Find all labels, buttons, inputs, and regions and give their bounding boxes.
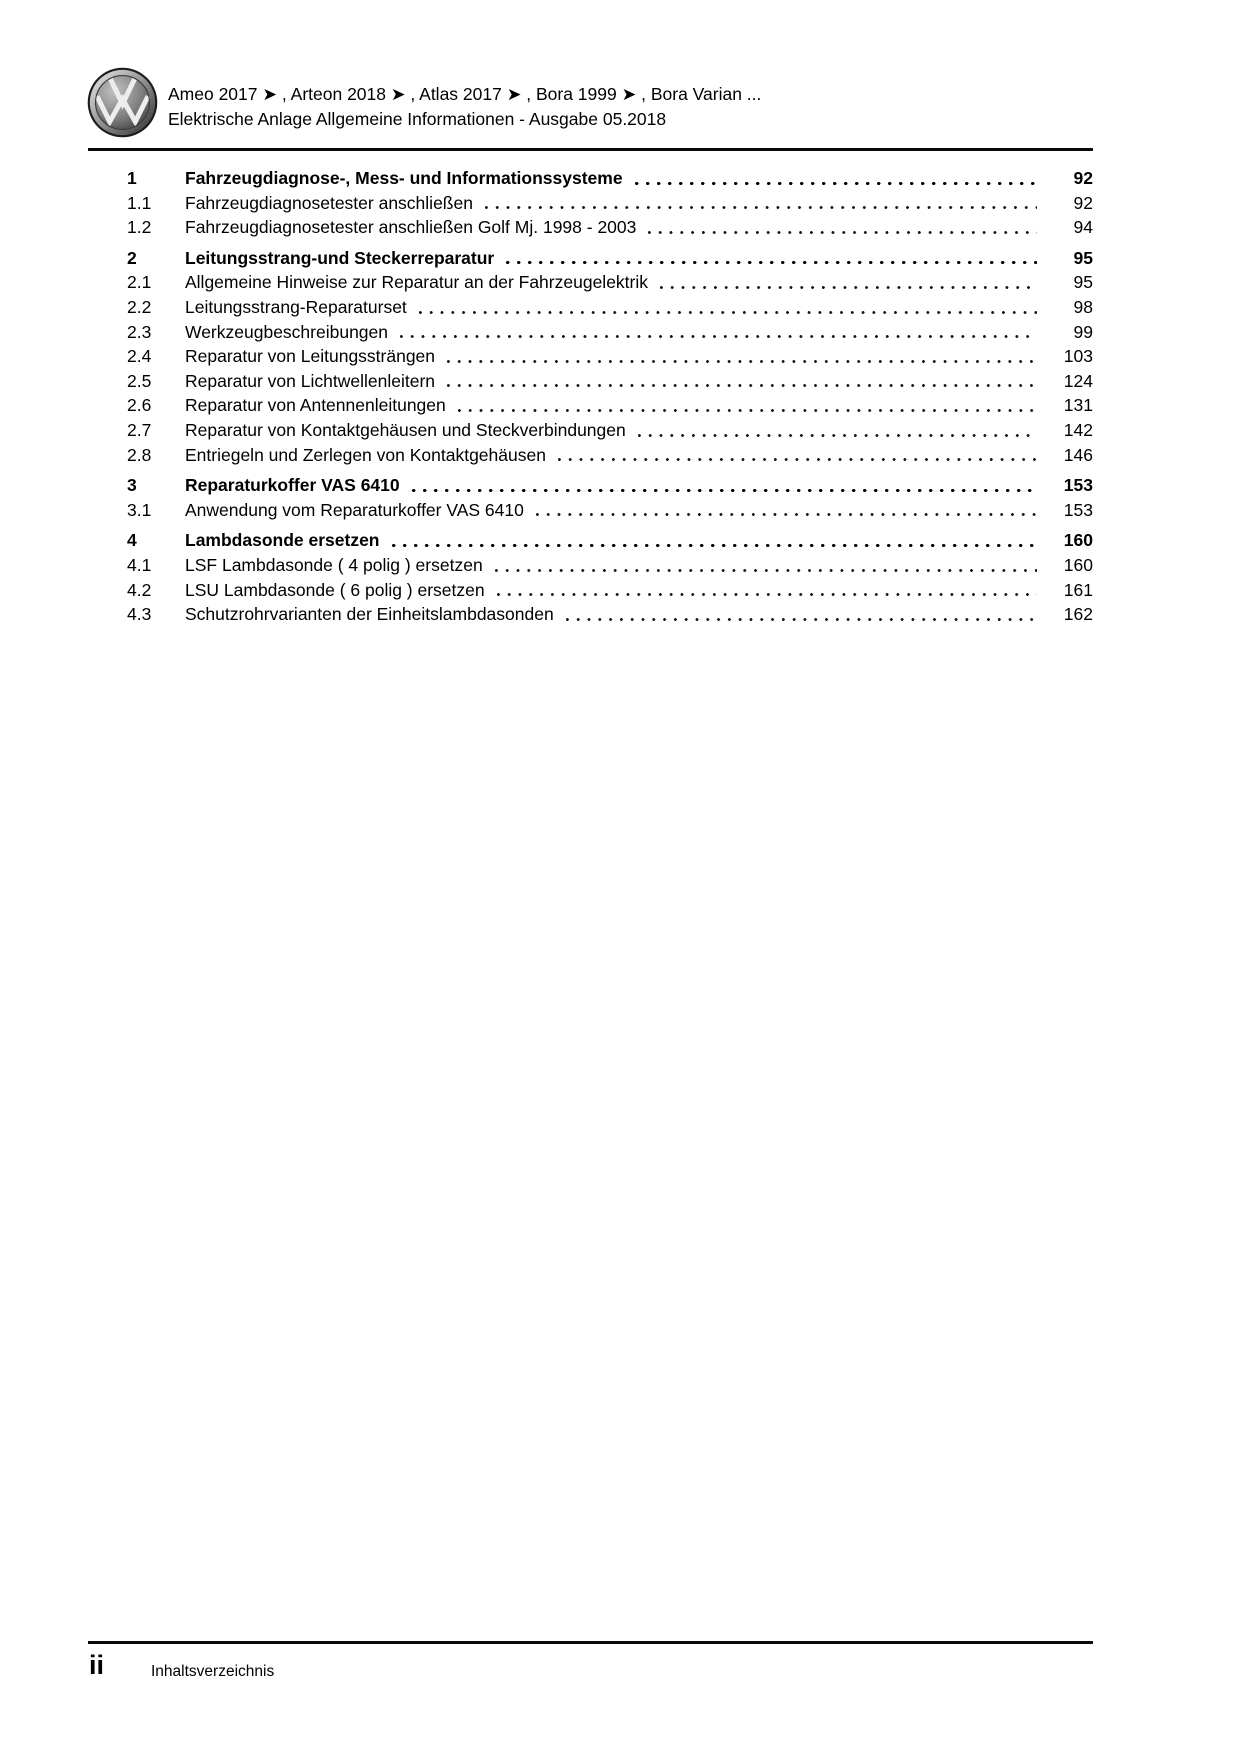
header-models-line: Ameo 2017 ➤ , Arteon 2018 ➤ , Atlas 2017 ➤ , Bora 1999 ➤ , Bora Varian ... (168, 84, 762, 104)
dot-leader (458, 409, 1037, 412)
dot-leader (506, 261, 1037, 264)
toc-entry-number: 4.2 (127, 579, 152, 600)
toc-entry-page: 103 (1063, 346, 1093, 367)
toc-entry-page: 153 (1063, 475, 1093, 496)
toc-entry-number: 3 (127, 475, 137, 496)
toc-entry-number: 2.1 (127, 272, 152, 293)
toc-entry-page: 161 (1063, 579, 1093, 600)
toc-row (127, 191, 1093, 216)
toc-entry-title: Fahrzeugdiagnose-, Mess- und Informationssysteme (185, 168, 623, 188)
toc-row (127, 320, 1093, 345)
dot-leader (447, 360, 1037, 363)
toc-entry-title: Leitungsstrang-und Steckerreparatur (185, 247, 495, 268)
dot-leader (419, 311, 1037, 314)
toc-entry-number: 2.7 (127, 419, 152, 440)
toc-entry-title: Reparatur von Leitungssträngen (185, 346, 436, 367)
dot-leader (536, 513, 1037, 516)
dot-leader (400, 335, 1037, 338)
footer-label: Inhaltsverzeichnis (151, 1663, 275, 1680)
toc-entry-number: 1 (127, 168, 137, 188)
toc-entry-title: Reparatur von Kontaktgehäusen und Steckverbindungen (185, 419, 626, 440)
dot-leader (495, 569, 1037, 572)
dot-leader (648, 231, 1037, 234)
toc-entry-title: Entriegeln und Zerlegen von Kontaktgehäusen (185, 444, 546, 465)
toc-entry-title: LSU Lambdasonde ( 6 polig ) ersetzen (185, 579, 485, 600)
toc-entry-number: 4 (127, 530, 137, 551)
toc-row (127, 498, 1093, 523)
toc-entry-page: 153 (1063, 499, 1093, 520)
toc-row (127, 270, 1093, 295)
dot-leader (638, 434, 1037, 437)
toc-row (127, 578, 1093, 603)
toc-entry-number: 1.2 (127, 217, 152, 238)
toc-entry-page: 95 (1073, 247, 1093, 268)
toc-entry-title: Fahrzeugdiagnosetester anschließen Golf Mj. 1998 - 2003 (185, 217, 637, 238)
toc-entry-number: 2.8 (127, 444, 152, 465)
toc-entry-page: 162 (1063, 604, 1093, 625)
toc-entry-number: 2.6 (127, 395, 152, 416)
toc-list (127, 160, 1093, 627)
dot-leader (412, 489, 1037, 492)
toc-row (127, 393, 1093, 418)
toc-entry-number: 2 (127, 247, 137, 268)
toc-entry-page: 142 (1063, 419, 1093, 440)
toc-entry-page: 131 (1063, 395, 1093, 416)
toc-entry-page: 99 (1073, 321, 1093, 342)
dot-leader (635, 182, 1037, 185)
toc-entry-number: 4.3 (127, 604, 152, 625)
toc-entry-number: 2.5 (127, 370, 152, 391)
toc-entry-page: 94 (1073, 217, 1093, 238)
footer-rule (88, 1641, 1093, 1644)
toc-row (127, 344, 1093, 369)
dot-leader (660, 286, 1037, 289)
toc-entry-number: 3.1 (127, 499, 152, 520)
dot-leader (558, 458, 1037, 461)
toc-row (127, 215, 1093, 240)
dot-leader (566, 618, 1037, 621)
toc-entry-number: 4.1 (127, 554, 152, 575)
toc-entry-title: Leitungsstrang-Reparaturset (185, 296, 407, 317)
toc-entry-page: 160 (1063, 530, 1093, 551)
toc-row (127, 602, 1093, 627)
toc-row (127, 443, 1093, 468)
toc-row (127, 418, 1093, 443)
toc-row (127, 246, 1093, 271)
toc-entry-page: 92 (1073, 168, 1093, 188)
toc-entry-title: Allgemeine Hinweise zur Reparatur an der Fahrzeugelektrik (185, 272, 648, 293)
toc-entry-page: 124 (1063, 370, 1093, 391)
toc-entry-number: 2.3 (127, 321, 152, 342)
toc-entry-title: Anwendung vom Reparaturkoffer VAS 6410 (185, 499, 524, 520)
toc-entry-title: Fahrzeugdiagnosetester anschließen (185, 192, 473, 213)
toc-entry-title: Schutzrohrvarianten der Einheitslambdasonden (185, 604, 554, 625)
toc-entry-number: 2.4 (127, 346, 152, 367)
toc-entry-title: Lambdasonde ersetzen (185, 530, 380, 551)
toc-row (127, 369, 1093, 394)
toc-entry-page: 92 (1073, 192, 1093, 213)
toc-entry-number: 1.1 (127, 192, 152, 213)
toc-entry-page: 95 (1073, 272, 1093, 293)
toc-entry-number: 2.2 (127, 296, 152, 317)
toc-entry-title: Reparatur von Antennenleitungen (185, 395, 446, 416)
dot-leader (485, 206, 1037, 209)
toc-entry-title: Reparatur von Lichtwellenleitern (185, 370, 435, 391)
toc-entry-page: 146 (1063, 444, 1093, 465)
dot-leader (447, 384, 1037, 387)
toc-entry-page: 160 (1063, 554, 1093, 575)
page-header (168, 82, 761, 132)
toc-entry-title: Werkzeugbeschreibungen (185, 321, 389, 342)
toc-entry-title: LSF Lambdasonde ( 4 polig ) ersetzen (185, 554, 483, 575)
toc-row (127, 553, 1093, 578)
header-rule (88, 148, 1093, 151)
toc-row (127, 528, 1093, 553)
toc-entry-page: 98 (1073, 296, 1093, 317)
dot-leader (392, 544, 1038, 547)
vw-logo-icon (87, 67, 158, 138)
toc-row (127, 295, 1093, 320)
dot-leader (497, 593, 1037, 596)
toc-row (127, 473, 1093, 498)
toc-row (127, 166, 1093, 191)
header-subtitle: Elektrische Anlage Allgemeine Informationen - Ausgabe 05.2018 (168, 109, 667, 129)
toc-entry-title: Reparaturkoffer VAS 6410 (185, 475, 400, 496)
footer-page-number: ii (89, 1650, 105, 1680)
